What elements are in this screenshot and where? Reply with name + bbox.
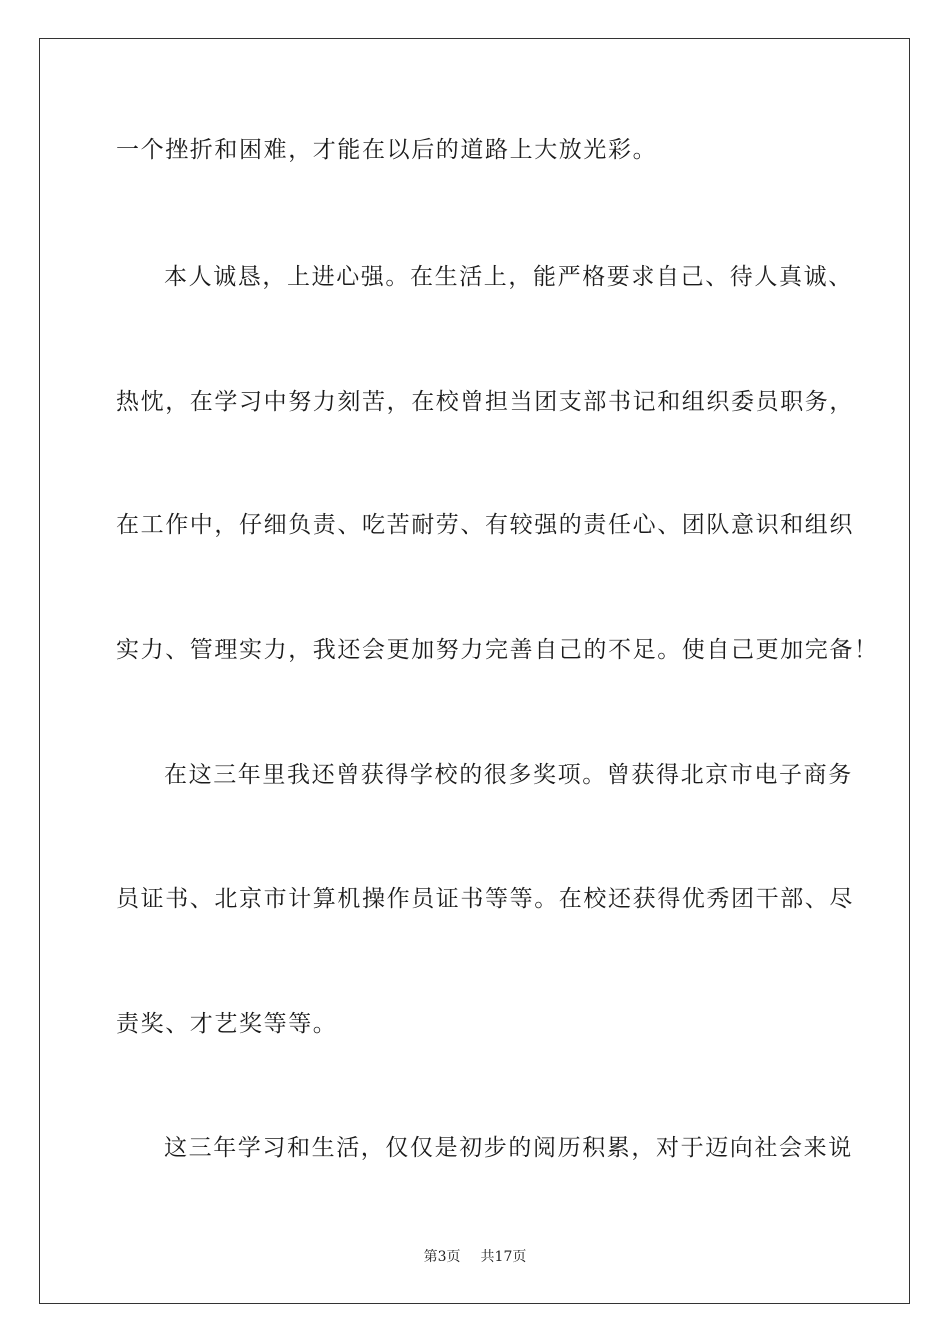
page-number: 第3页 [423, 1249, 461, 1265]
text-line-2: 本人诚恳，上进心强。在生活上，能严格要求自己、待人真诚、 [164, 264, 853, 290]
text-line-5: 实力、管理实力，我还会更加努力完善自己的不足。使自己更加完备！ [116, 637, 879, 663]
text-line-4: 在工作中，仔细负责、吃苦耐劳、有较强的责任心、团队意识和组织 [116, 512, 854, 538]
text-line-8: 责奖、才艺奖等等。 [116, 1011, 338, 1037]
text-line-1: 一个挫折和困难，才能在以后的道路上大放光彩。 [116, 137, 658, 163]
text-line-7: 员证书、北京市计算机操作员证书等等。在校还获得优秀团干部、尽 [116, 886, 854, 912]
page-border [39, 38, 910, 1304]
text-line-9: 这三年学习和生活，仅仅是初步的阅历积累，对于迈向社会来说 [164, 1135, 853, 1161]
text-line-6: 在这三年里我还曾获得学校的很多奖项。曾获得北京市电子商务 [164, 762, 853, 788]
text-line-3: 热忱，在学习中努力刻苦，在校曾担当团支部书记和组织委员职务， [116, 389, 854, 415]
page-footer [0, 1246, 950, 1266]
page-total: 共17页 [480, 1249, 527, 1265]
